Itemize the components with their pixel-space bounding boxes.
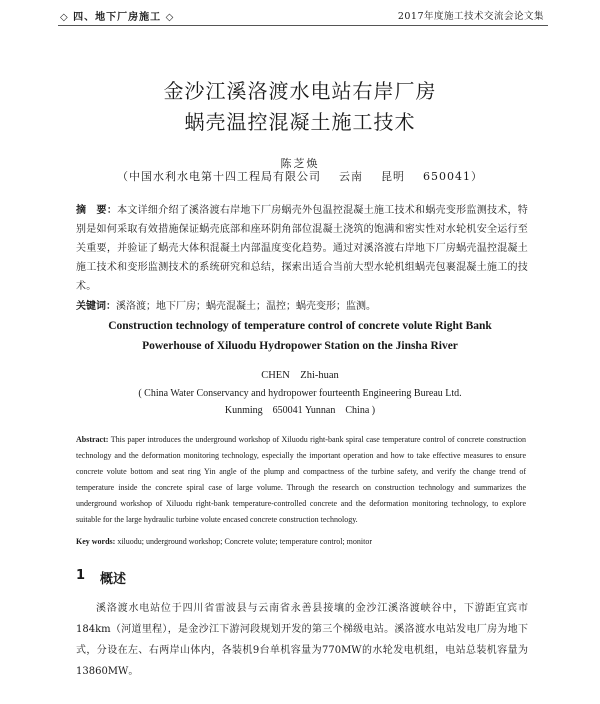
affiliation-en-line1: ( China Water Conservancy and hydropower fourteenth Engineering Bureau Ltd. [138, 388, 462, 399]
keywords-en-label: Key words: [76, 537, 116, 546]
header-divider [58, 25, 548, 26]
author-cn: 陈芝焕 [280, 157, 320, 170]
section-body-paragraph: 溪洛渡水电站位于四川省雷波县与云南省永善县接壤的金沙江溪洛渡峡谷中，下游距宜宾市184km（河道里程），是金沙江下游河段规划开发的第三个梯级电站。溪洛渡水电站发电厂房为地下式，分设在左、右两岸山体内，各装机9台单机容量为770MW的水轮发电机组，电站总装机容量为13860MW。 [76, 603, 528, 677]
title-cn-line1: 金沙江溪洛渡水电站右岸厂房 [163, 79, 437, 103]
abstract-cn-label: 摘 要： [76, 205, 118, 216]
section-number: 1 [76, 568, 86, 583]
title-en-line1: Construction technology of temperature control of concrete volute Right Bank [108, 320, 492, 332]
title-en-line2: Powerhouse of Xiluodu Hydropower Station on the Jinsha River [142, 340, 458, 352]
keywords-cn-text: 溪洛渡；地下厂房；蜗壳混凝土；温控；蜗壳变形；监测。 [116, 301, 376, 312]
running-header-proceedings: 2017年度施工技术交流会论文集 [397, 11, 544, 22]
running-header-section: ◇ 四、地下厂房施工 ◇ [60, 12, 175, 23]
abstract-en-text: This paper introduces the underground workshop of Xiluodu right-bank spiral case temperature control of concrete construction technology and the deformation monitoring technology, especially the important operation and how to take effective measures to ensure concrete volute bottom and seat ring Yin angle of the plump and compactness of the turbine safety, and verify the change trend of temperature inside the concrete spiral case of large volume. Through the research on construction technology and summarizes the underground workshop of Xiluodu right-bank temperature-controlled concrete and the deformation monitoring technology, to explore suitable for the large hydraulic turbine volute encased concrete construction technology. [76, 435, 526, 524]
abstract-en-label: Abstract: [76, 435, 109, 444]
author-en: CHEN Zhi-huan [261, 370, 339, 381]
section-title: 概述 [100, 572, 127, 587]
keywords-en [76, 537, 372, 546]
abstract-cn [76, 201, 528, 296]
keywords-cn [76, 297, 376, 312]
affiliation-cn: （中国水利水电第十四工程局有限公司 云南 昆明 650041） [117, 170, 483, 183]
affiliation-en-line2: Kunming 650041 Yunnan China ) [224, 405, 376, 416]
keywords-cn-label: 关键词： [76, 301, 116, 312]
title-cn-line2: 蜗壳温控混凝土施工技术 [184, 110, 416, 134]
abstract-en [76, 432, 526, 528]
abstract-cn-text: 本文详细介绍了溪洛渡右岸地下厂房蜗壳外包温控混凝土施工技术和蜗壳变形监测技术，特别是如何采取有效措施保证蜗壳底部和座环阴角部位混凝土浇筑的饱满和密实性对水轮机安全运行至关重要，并验证了蜗壳大体积混凝土内部温度变化趋势。通过对溪洛渡右岸地下厂房蜗壳温控混凝土施工技术和变形监测技术的系统研究和总结，探索出适合当前大型水轮机组蜗壳包裹混凝土施工的技术。 [76, 205, 528, 292]
keywords-en-text: xiluodu; underground workshop; Concrete volute; temperature control; monitor [117, 537, 373, 546]
